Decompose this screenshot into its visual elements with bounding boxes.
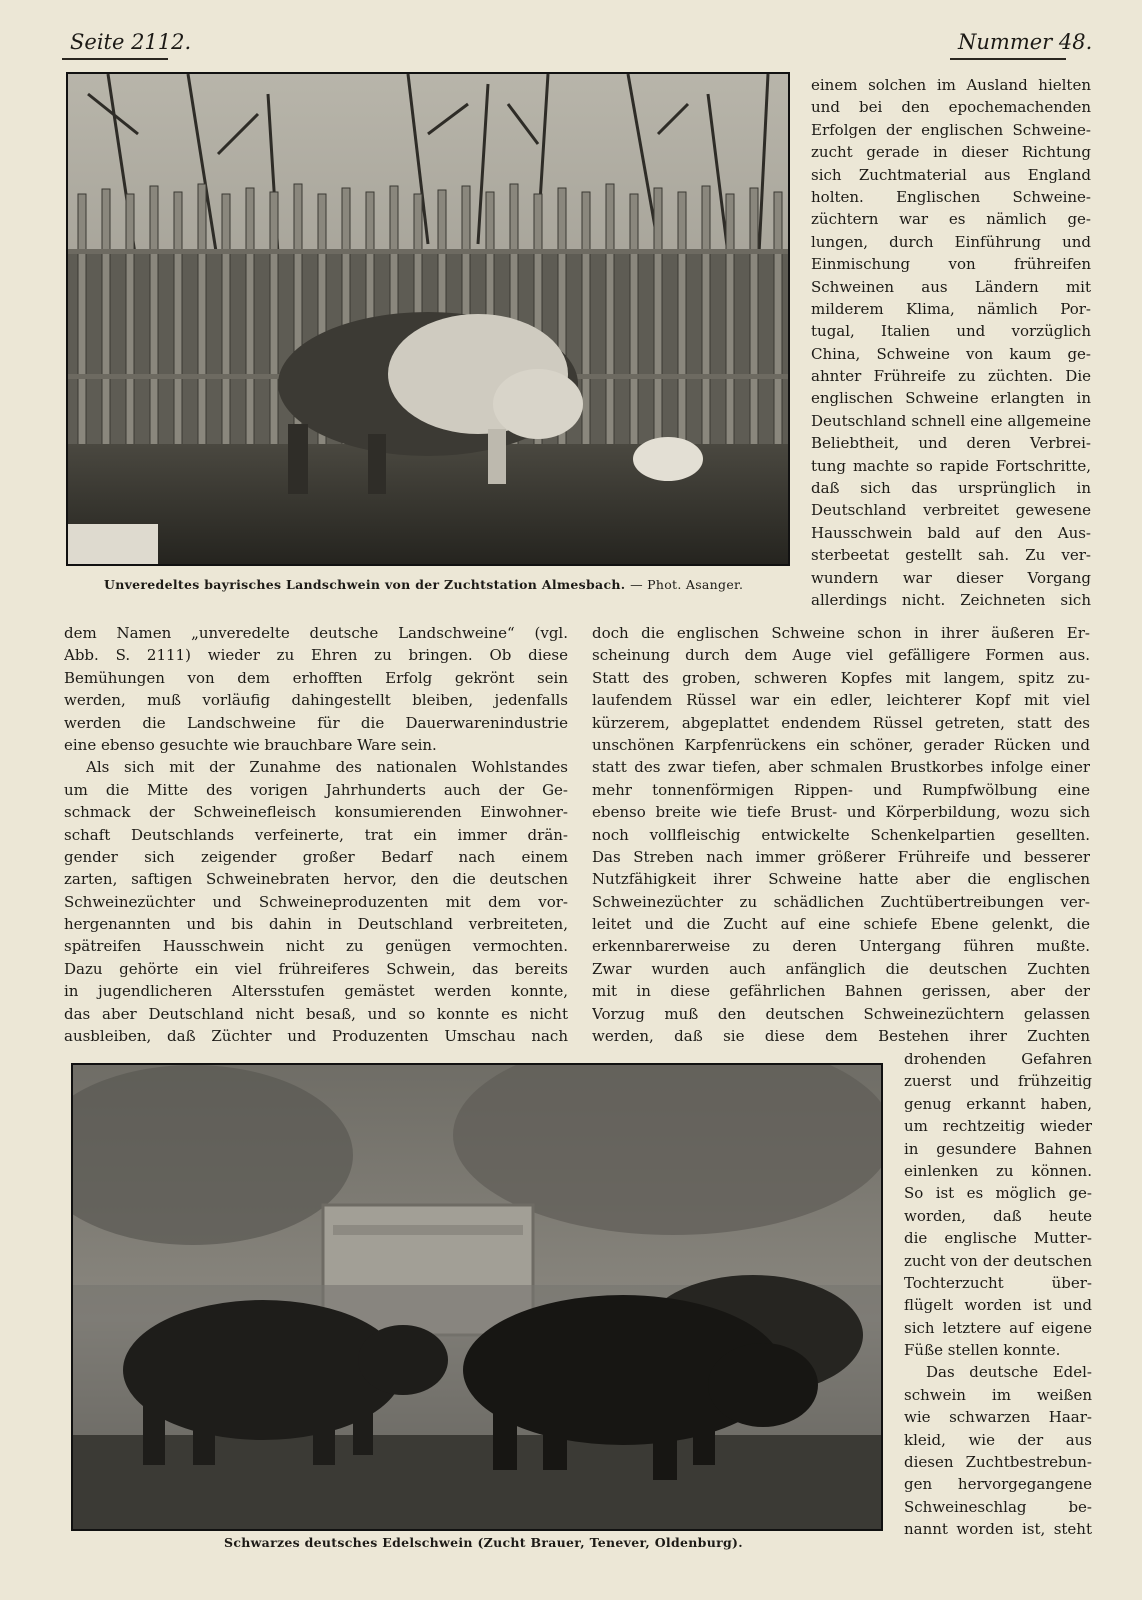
text-line: gen hervorgegangene [904,1475,1092,1494]
text-line: Statt des groben, schweren Kopfes mit langem, spitz zu- [592,668,1090,687]
text-line: scheinung durch dem Auge viel gefälligere Formen aus. [592,646,1090,665]
text-line: Nutzfähigkeit ihrer Schweine hatte aber die englischen [592,870,1090,889]
text-column-right-upper [811,74,1091,611]
photo-bavarian-landschwein [66,72,790,566]
text-line: dem Namen „unveredelte deutsche Landschweine“ (vgl. [64,624,568,642]
text-line: Das Streben nach immer größerer Frühreife und besserer [592,847,1090,866]
text-line: doch die englischen Schweine schon in ihrer äußeren Er- [592,624,1090,642]
text-line: leitet und die Zucht auf eine schiefe Ebene gelenkt, die [592,915,1090,934]
text-line: spätreifen Hausschwein nicht zu genügen vermochten. [64,937,568,956]
text-line: englischen Schweine erlangten in [811,389,1091,408]
text-line: sich letztere auf eigene [904,1318,1092,1337]
text-line: genug erkannt haben, [904,1094,1092,1113]
text-line: worden, daß heute [904,1206,1092,1225]
photo-2-caption-title: Schwarzes deutsches Edelschwein (Zucht Brauer, Tenever, Oldenburg). [224,1535,743,1550]
text-line: ebenso breite wie tiefe Brust- und Körperbildung, wozu sich [592,803,1090,822]
text-line: um rechtzeitig wieder [904,1117,1092,1136]
text-line: Schweinen aus Ländern mit [811,277,1091,296]
text-line: kürzerem, abgeplattet endendem Rüssel getreten, statt des [592,713,1090,732]
text-line: wundern war dieser Vorgang [811,568,1091,587]
text-line: werden, daß sie diese dem Bestehen ihrer Zuchten [592,1027,1090,1046]
text-line: gender sich zeigender großer Bedarf nach einem [64,847,568,866]
text-line: China, Schweine von kaum ge- [811,344,1091,363]
text-line: in gesundere Bahnen [904,1139,1092,1158]
text-line: sich Zuchtmaterial aus England [811,165,1091,184]
text-line: werden die Landschweine für die Dauerwarenindustrie [64,713,568,732]
text-line: züchtern war es nämlich ge- [811,210,1091,229]
text-line: erkennbarerweise zu deren Untergang führen mußte. [592,937,1090,956]
text-line: Erfolgen der englischen Schweine- [811,120,1091,139]
text-line: Bemühungen von dem erhofften Erfolg gekrönt sein [64,668,568,687]
text-line: um die Mitte des vorigen Jahrhunderts auch der Ge- [64,780,568,799]
text-line: Beliebtheit, und deren Verbrei- [811,434,1091,453]
text-line: kleid, wie der aus [904,1430,1092,1449]
text-line: allerdings nicht. Zeichneten sich [811,590,1091,609]
text-line: mit in diese gefährlichen Bahnen gerissen, aber der [592,982,1090,1001]
text-line: einlenken zu können. [904,1161,1092,1180]
photo-black-edelschwein [71,1063,883,1531]
page-number: Seite 2112. [70,30,192,54]
text-line: Füße stellen konnte. [904,1341,1061,1360]
text-line: das aber Deutschland nicht besaß, und so konnte es nicht [64,1004,568,1023]
text-line: zucht gerade in dieser Richtung [811,143,1091,162]
text-line: Deutschland verbreitet gewesene [811,501,1091,520]
text-line: Schweinezüchter und Schweineproduzenten mit dem vor- [64,892,568,911]
text-line: und bei den epochemachenden [811,98,1091,117]
text-line: schaft Deutschlands verfeinerte, trat ein immer drän- [64,825,568,844]
text-line: ahnter Frühreife zu züchten. Die [811,367,1091,386]
text-line: Tochterzucht über- [904,1273,1092,1292]
text-line: Schweinezüchter zu schädlichen Zuchtübertreibungen ver- [592,892,1090,911]
header-rule-left [62,58,168,60]
text-line: schmack der Schweinefleisch konsumierenden Einwohner- [64,803,568,822]
text-line: Vorzug muß den deutschen Schweinezüchtern gelassen [592,1004,1090,1023]
text-line: Das deutsche Edel- [926,1363,1092,1382]
text-line: diesen Zuchtbestrebun- [904,1453,1092,1472]
text-line: drohenden Gefahren [904,1050,1092,1068]
text-line: in jugendlicheren Altersstufen gemästet werden konnte, [64,982,568,1001]
photo-1-credit: — Phot. Asanger. [630,577,744,592]
text-line: eine ebenso gesuchte wie brauchbare Ware sein. [64,735,437,754]
text-line: Schweineschlag be- [904,1497,1092,1516]
text-line: noch vollfleischig entwickelte Schenkelpartien gesellten. [592,825,1090,844]
text-line: die englische Mutter- [904,1229,1092,1248]
text-line: Zwar wurden auch anfänglich die deutschen Zuchten [592,959,1090,978]
text-line: lungen, durch Einführung und [811,232,1091,251]
text-line: Dazu gehörte ein viel frühreiferes Schwein, das bereits [64,959,568,978]
issue-number: Nummer 48. [958,30,1093,54]
photo-1-caption [104,577,743,592]
text-line: milderem Klima, nämlich Por- [811,299,1091,318]
text-line: unschönen Karpfenrückens ein schöner, gerader Rücken und [592,735,1090,754]
text-line: zarten, saftigen Schweinebraten hervor, den die deutschen [64,870,568,889]
text-line: mehr tonnenförmigen Rippen- und Rumpfwölbung eine [592,780,1090,799]
text-line: einem solchen im Ausland hielten [811,76,1091,94]
text-line: So ist es möglich ge- [904,1184,1092,1203]
text-line: tung machte so rapide Fortschritte, [811,456,1091,475]
photo-1-caption-title: Unveredeltes bayrisches Landschwein von der Zuchtstation Almesbach. [104,577,626,592]
text-line: nannt worden ist, steht [904,1520,1092,1539]
text-line: laufendem Rüssel war ein edler, leichterer Kopf mit viel [592,691,1090,710]
text-column-right-lower [904,1048,1092,1541]
text-line: Hausschwein bald auf den Aus- [811,523,1091,542]
text-line: Deutschland schnell eine allgemeine [811,411,1091,430]
text-line: holten. Englischen Schweine- [811,187,1091,206]
text-line: ausbleiben, daß Züchter und Produzenten Umschau nach [64,1027,568,1046]
text-line: sterbeetat gestellt sah. Zu ver- [811,546,1091,565]
text-line: daß sich das ursprünglich in [811,479,1091,498]
text-line: zuerst und frühzeitig [904,1072,1092,1091]
text-column-left-middle [64,622,568,1047]
text-line: statt des zwar tiefen, aber schmalen Brustkorbes infolge einer [592,758,1090,777]
text-line: wie schwarzen Haar- [904,1408,1092,1427]
text-line: flügelt worden ist und [904,1296,1092,1315]
text-line: hergenannten und bis dahin in Deutschland verbreiteten, [64,915,568,934]
photo-2-illustration [73,1065,881,1529]
photo-2-caption [224,1535,743,1550]
text-line: zucht von der deutschen [904,1251,1092,1270]
text-line: tugal, Italien und vorzüglich [811,322,1091,341]
text-line: Abb. S. 2111) wieder zu Ehren zu bringen. Ob diese [64,646,568,665]
text-column-right-middle [592,622,1090,1047]
text-line: schwein im weißen [904,1385,1092,1404]
text-line: Einmischung von frühreifen [811,255,1091,274]
header-rule-right [950,58,1066,60]
text-line: werden, muß vorläufig dahingestellt bleiben, jedenfalls [64,691,568,710]
photo-1-illustration [68,74,788,564]
text-line: Als sich mit der Zunahme des nationalen Wohlstandes [86,758,568,777]
